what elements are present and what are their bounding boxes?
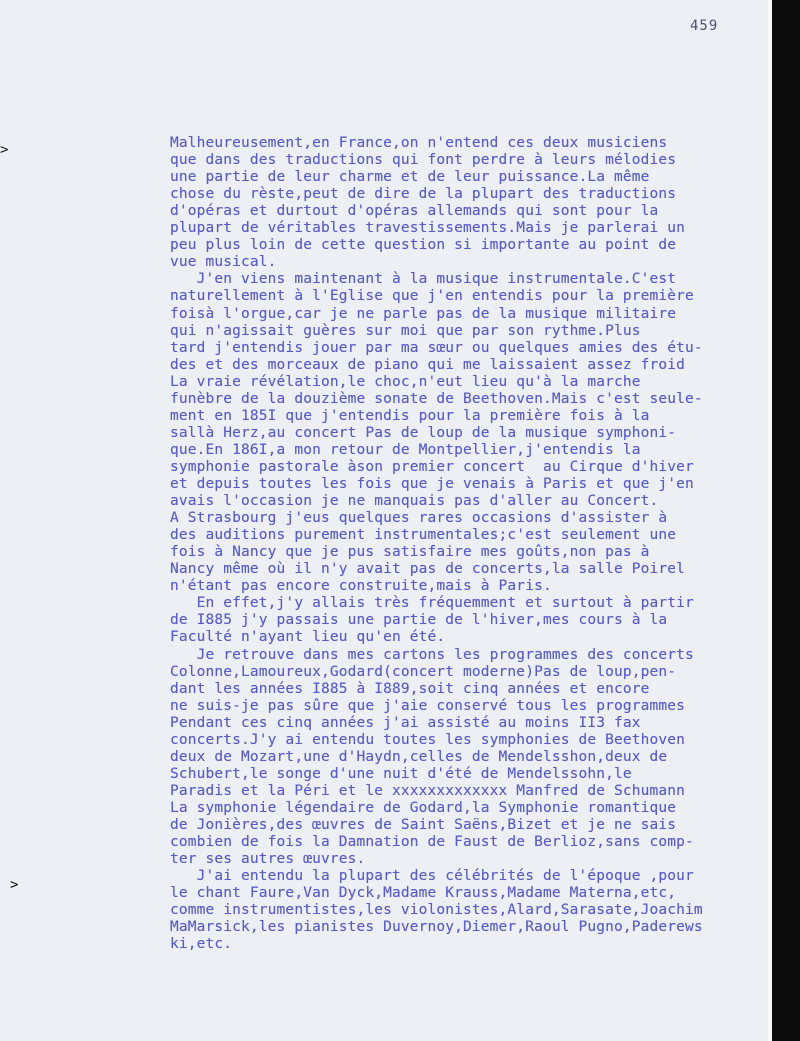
text-line: plupart de véritables travestissements.Mais je parlerai un (170, 220, 686, 237)
text-line: chose du rèste,peut de dire de la plupart des traductions (170, 186, 677, 203)
text-line: ter ses autres œuvres. (170, 851, 366, 868)
text-line: fois à Nancy que je pus satisfaire mes goûts,non pas à (170, 544, 650, 561)
text-line: vue musical. (170, 254, 277, 271)
text-line: Schubert,le songe d'une nuit d'été de Mendelssohn,le (170, 765, 632, 782)
text-line: une partie de leur charme et de leur puissance.La même (170, 169, 650, 186)
text-line: En effet,j'y allais très fréquemment et surtout à partir (170, 595, 694, 612)
margin-mark: > (10, 877, 19, 893)
text-line: le chant Faure,Van Dyck,Madame Krauss,Madame Materna,etc, (170, 885, 677, 902)
text-line: dant les années I885 à I889,soit cinq années et encore (170, 680, 650, 697)
text-line: combien de fois la Damnation de Faust de Berlioz,sans comp- (170, 834, 694, 851)
text-line: Paradis et la Péri et le xxxxxxxxxxxxx Manfred de Schumann (170, 782, 686, 799)
text-line: que dans des traductions qui font perdre à leurs mélodies (170, 152, 677, 169)
text-line: Pendant ces cinq années j'ai assisté au moins II3 fax (170, 714, 641, 731)
text-line: des auditions purement instrumentales;c'est seulement une (170, 527, 677, 544)
text-line: A Strasbourg j'eus quelques rares occasions d'assister à (170, 510, 668, 527)
text-line: funèbre de la douzième sonate de Beethoven.Mais c'est seule- (170, 390, 703, 407)
text-line: Nancy même où il n'y avait pas de concerts,la salle Poirel (170, 561, 686, 578)
text-line: Colonne,Lamoureux,Godard(concert moderne)Pas de loup,pen- (170, 663, 677, 680)
text-line: MaMarsick,les pianistes Duvernoy,Diemer,Raoul Pugno,Paderews (170, 919, 703, 936)
text-line: peu plus loin de cette question si importante au point de (170, 237, 677, 254)
text-line: sallà Herz,au concert Pas de loup de la musique symphoni- (170, 424, 677, 441)
text-line: que.En 186I,a mon retour de Montpellier,j'entendis la (170, 441, 641, 458)
text-line: d'opéras et durtout d'opéras allemands qui sont pour la (170, 203, 659, 220)
text-line: n'étant pas encore construite,mais à Paris. (170, 578, 552, 595)
text-line: Faculté n'ayant lieu qu'en été. (170, 629, 446, 646)
text-line: J'en viens maintenant à la musique instrumentale.C'est (170, 271, 677, 288)
text-line: qui n'agissait guères sur moi que par son rythme.Plus (170, 322, 641, 339)
text-line: La symphonie légendaire de Godard,la Symphonie romantique (170, 799, 677, 816)
text-line: naturellement à l'Eglise que j'en entendis pour la première (170, 288, 694, 305)
text-line: comme instrumentistes,les violonistes,Alard,Sarasate,Joachim (170, 902, 703, 919)
text-line: symphonie pastorale àson premier concert au Cirque d'hiver (170, 458, 694, 475)
text-line: J'ai entendu la plupart des célébrités de l'époque ,pour (170, 868, 694, 885)
margin-mark: > (0, 142, 9, 158)
text-line: deux de Mozart,une d'Haydn,celles de Mendelsshon,deux de (170, 748, 668, 765)
text-line: tard j'entendis jouer par ma sœur ou quelques amies des étu- (170, 339, 703, 356)
text-line: avais l'occasion je ne manquais pas d'aller au Concert. (170, 493, 659, 510)
text-line: Malheureusement,en France,on n'entend ces deux musiciens (170, 135, 668, 151)
text-line: ki,etc. (170, 936, 233, 953)
text-line: foisà l'orgue,car je ne parle pas de la musique militaire (170, 305, 677, 322)
text-line: concerts.J'y ai entendu toutes les symphonies de Beethoven (170, 731, 686, 748)
text-line: de I885 j'y passais une partie de l'hiver,mes cours à la (170, 612, 668, 629)
text-line: Je retrouve dans mes cartons les programmes des concerts (170, 646, 694, 663)
text-line: des et des morceaux de piano qui me laissaient assez froid (170, 356, 686, 373)
text-line: et depuis toutes les fois que je venais à Paris et que j'en (170, 476, 694, 492)
text-line: ment en 185I que j'entendis pour la première fois à la (170, 407, 650, 424)
page-number: 459 (690, 18, 719, 34)
text-line: La vraie révélation,le choc,n'eut lieu qu'à la marche (170, 373, 641, 390)
text-line: ne suis-je pas sûre que j'aie conservé tous les programmes (170, 697, 686, 714)
scan-dark-border (772, 0, 800, 1041)
text-line: de Jonières,des œuvres de Saint Saëns,Bizet et je ne sais (170, 817, 677, 833)
